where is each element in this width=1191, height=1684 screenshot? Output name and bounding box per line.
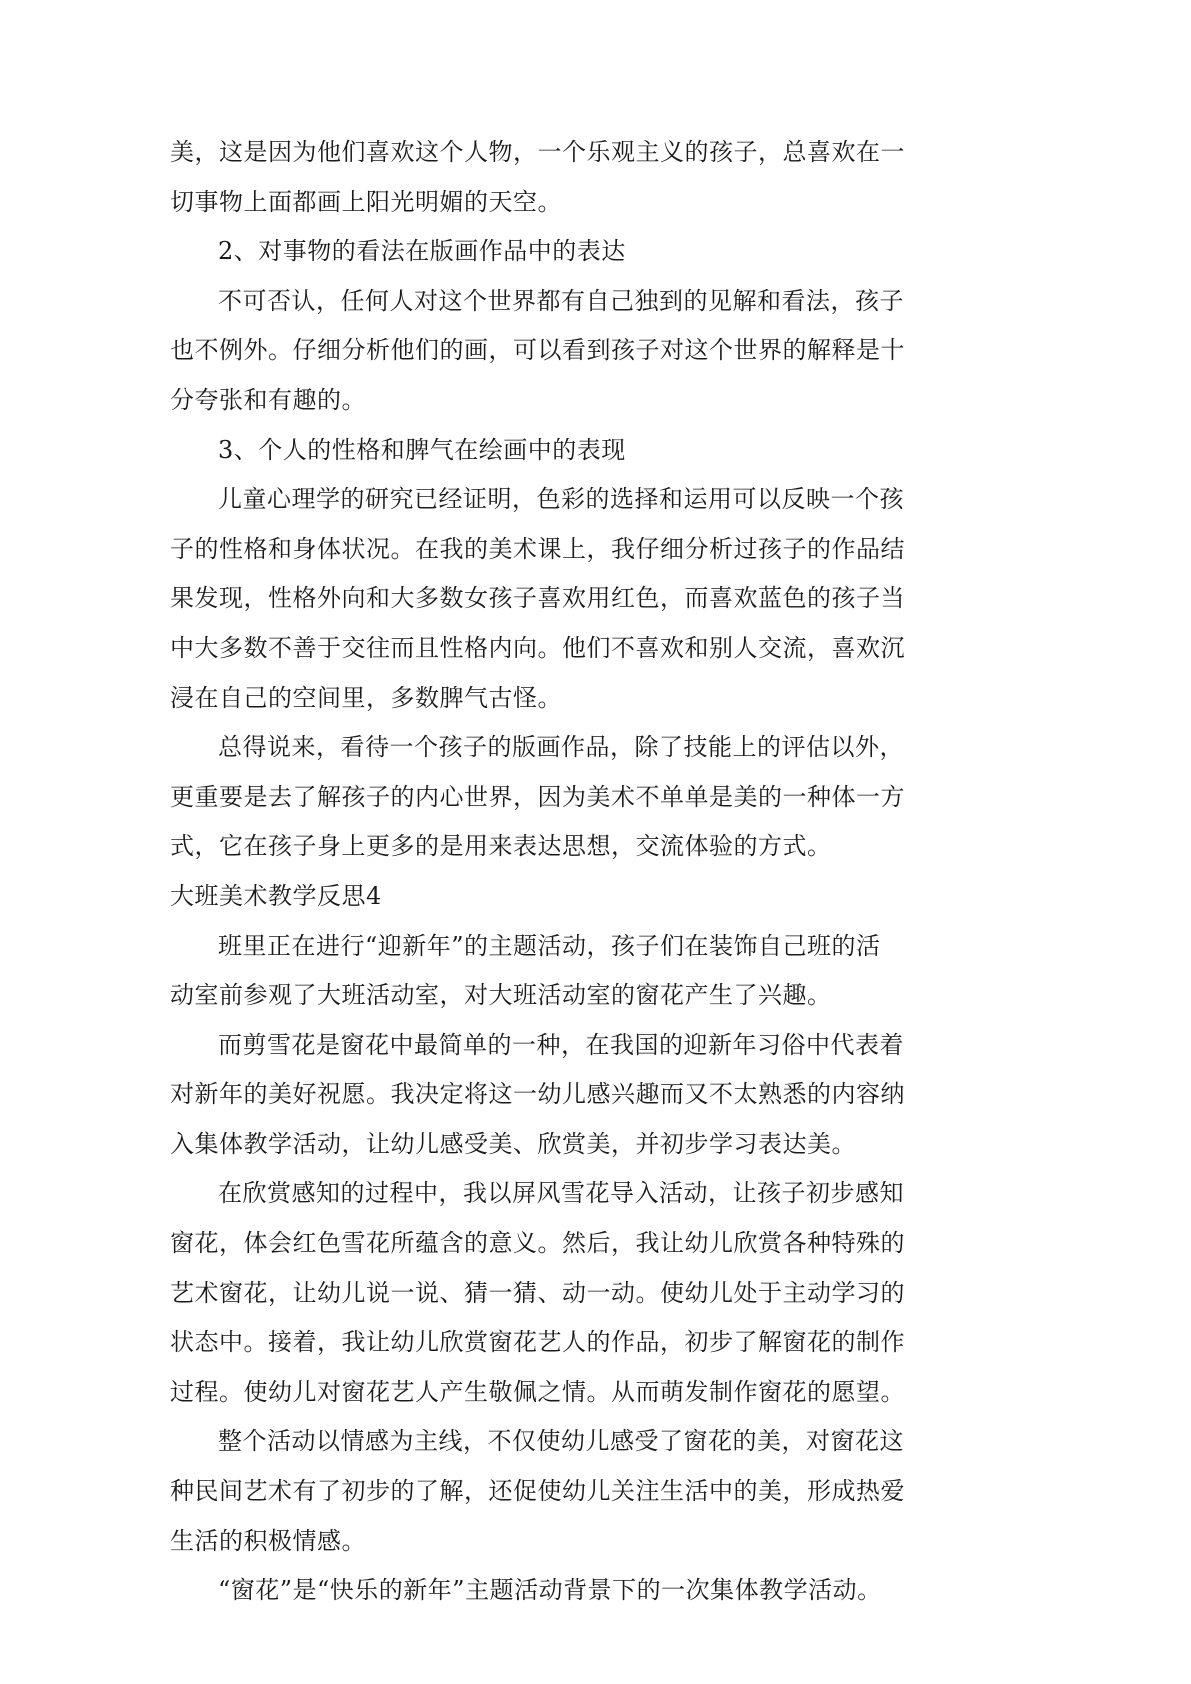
subheading-text: 3、个人的性格和脾气在绘画中的表现 (218, 435, 626, 464)
paragraph-emotion-mainline (170, 1417, 1030, 1566)
text-line: 种民间艺术有了初步的了解，还促使幼儿关注生活中的美，形成热爱 (170, 1477, 905, 1506)
text-line: 而剪雪花是窗花中最简单的一种，在我国的迎新年习俗中代表着 (218, 1030, 904, 1059)
text-line: 窗花，体会红色雪花所蕴含的意义。然后，我让幼儿欣赏各种特殊的 (170, 1229, 905, 1258)
text-line: 在欣赏感知的过程中，我以屏风雪花导入活动，让孩子初步感知 (218, 1179, 904, 1208)
subheading-3 (170, 426, 1030, 476)
text-line: 分夸张和有趣的。 (170, 385, 366, 414)
document-body (170, 128, 1030, 1616)
text-line: 过程。使幼儿对窗花艺人产生敬佩之情。从而萌发制作窗花的愿望。 (170, 1377, 905, 1406)
continuation-paragraph (170, 128, 1030, 227)
paragraph-summary (170, 723, 1030, 872)
paragraph-snowflake-cutting (170, 1021, 1030, 1170)
text-line: 也不例外。仔细分析他们的画，可以看到孩子对这个世界的解释是十 (170, 336, 905, 365)
text-line: 子的性格和身体状况。在我的美术课上，我仔细分析过孩子的作品结 (170, 534, 905, 563)
subheading-text: 2、对事物的看法在版画作品中的表达 (218, 237, 626, 266)
text-line: 入集体教学活动，让幼儿感受美、欣赏美，并初步学习表达美。 (170, 1129, 856, 1158)
text-line: 状态中。接着，我让幼儿欣赏窗花艺人的作品，初步了解窗花的制作 (170, 1328, 905, 1357)
subheading-2 (170, 227, 1030, 277)
paragraph-window-flower-activity (170, 1566, 1030, 1616)
text-line: 果发现，性格外向和大多数女孩子喜欢用红色，而喜欢蓝色的孩子当 (170, 584, 905, 613)
text-line: 动室前参观了大班活动室，对大班活动室的窗花产生了兴趣。 (170, 981, 832, 1010)
section-heading (170, 872, 1030, 922)
text-line: 班里正在进行“迎新年”的主题活动，孩子们在装饰自己班的活 (218, 931, 881, 960)
text-line: 更重要是去了解孩子的内心世界，因为美术不单单是美的一种体一方 (170, 782, 905, 811)
text-line: 总得说来，看待一个孩子的版画作品，除了技能上的评估以外， (218, 733, 904, 762)
text-line: 美，这是因为他们喜欢这个人物，一个乐观主义的孩子，总喜欢在一 (170, 138, 905, 166)
paragraph-view-of-things (170, 277, 1030, 426)
heading-text: 大班美术教学反思4 (170, 881, 382, 910)
text-line: 中大多数不善于交往而且性格内向。他们不喜欢和别人交流，喜欢沉 (170, 633, 905, 662)
text-line: 式，它在孩子身上更多的是用来表达思想，交流体验的方式。 (170, 832, 832, 861)
text-line: 切事物上面都画上阳光明媚的天空。 (170, 187, 562, 216)
text-line: 浸在自己的空间里，多数脾气古怪。 (170, 683, 562, 712)
text-line: 不可否认，任何人对这个世界都有自己独到的见解和看法，孩子 (218, 286, 904, 315)
text-line: 整个活动以情感为主线，不仅使幼儿感受了窗花的美，对窗花这 (218, 1427, 904, 1456)
paragraph-appreciation-process (170, 1169, 1030, 1417)
paragraph-new-year-theme (170, 922, 1030, 1021)
text-line: 艺术窗花，让幼儿说一说、猜一猜、动一动。使幼儿处于主动学习的 (170, 1278, 905, 1307)
text-line: 生活的积极情感。 (170, 1526, 366, 1555)
text-line: “窗花”是“快乐的新年”主题活动背景下的一次集体教学活动。 (218, 1576, 882, 1605)
paragraph-child-psychology (170, 475, 1030, 723)
text-line: 儿童心理学的研究已经证明，色彩的选择和运用可以反映一个孩 (218, 485, 904, 514)
text-line: 对新年的美好祝愿。我决定将这一幼儿感兴趣而又不太熟悉的内容纳 (170, 1080, 905, 1109)
